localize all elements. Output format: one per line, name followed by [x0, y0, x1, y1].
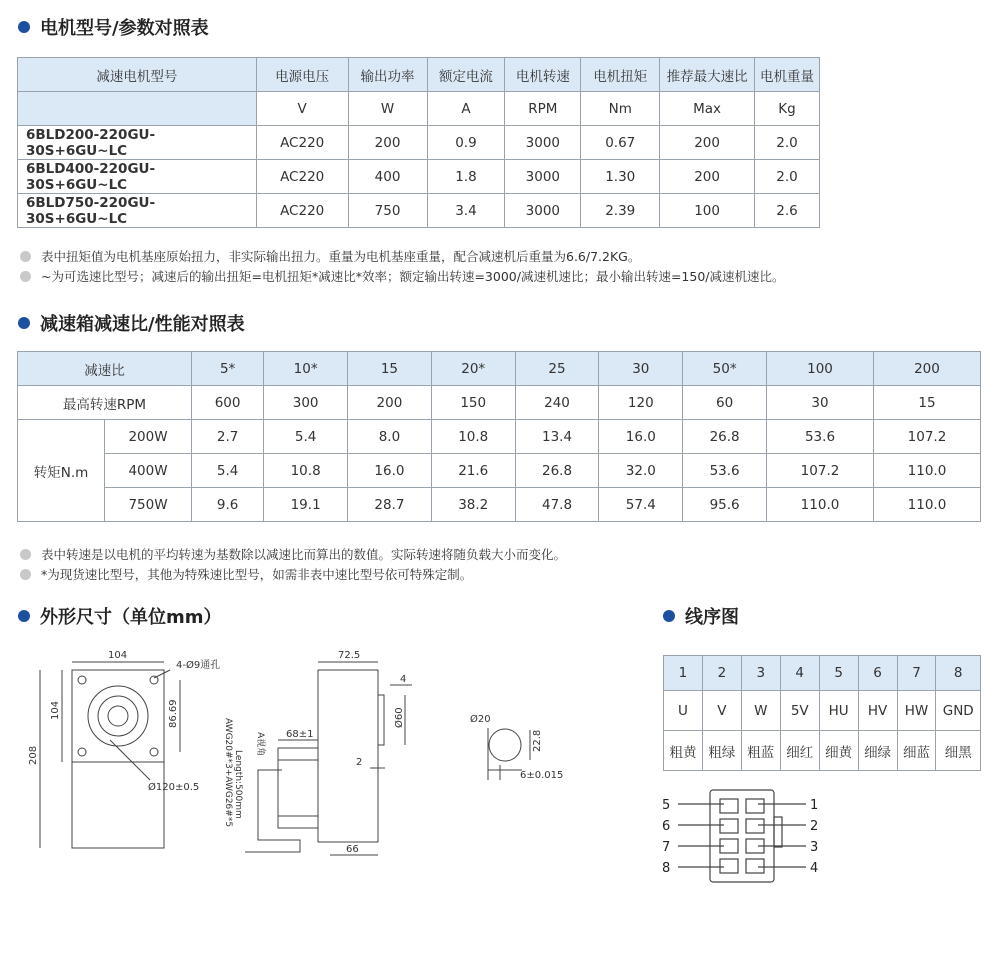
dim-label: A视角	[255, 732, 265, 757]
table-cell: 750	[348, 194, 427, 228]
table-cell: 150	[431, 386, 515, 420]
note-bullet-icon	[20, 251, 31, 262]
table-cell: 3000	[505, 160, 581, 194]
table-cell: 16.0	[599, 420, 683, 454]
dim-label: 86.69	[168, 699, 179, 728]
header-cell: 25	[515, 352, 599, 386]
dimension-drawing	[0, 640, 620, 910]
power-cell: 200W	[105, 420, 192, 454]
dim-label: Ø20	[470, 714, 491, 725]
note-bullet-icon	[20, 271, 31, 282]
mount-hole	[78, 676, 86, 684]
spec-table	[17, 57, 820, 228]
pin-cell: 3	[741, 656, 780, 691]
table-cell: 38.2	[431, 488, 515, 522]
power-cell: 400W	[105, 454, 192, 488]
header-cell: 输出功率	[348, 58, 427, 92]
dim-label: 68±1	[286, 729, 314, 740]
gearbox-front-outline	[72, 670, 164, 848]
model-cell: 6BLD750-220GU-30S+6GU~LC	[18, 194, 257, 228]
table-cell: 9.6	[192, 488, 264, 522]
table-row	[18, 420, 981, 454]
table-row	[18, 194, 820, 228]
unit-cell: V	[256, 92, 348, 126]
table-cell: 5.4	[264, 420, 348, 454]
header-cell: 电机扭矩	[581, 58, 660, 92]
mount-hole	[78, 748, 86, 756]
signal-cell: HU	[819, 691, 858, 731]
bullet-icon	[663, 610, 675, 622]
dim-label: 72.5	[338, 650, 361, 661]
spec-notes	[20, 246, 785, 286]
pin-cell: 8	[936, 656, 981, 691]
table-cell: 53.6	[683, 454, 767, 488]
section-title-dims: 外形尺寸（单位mm）	[18, 603, 222, 629]
color-cell: 细黄	[819, 731, 858, 771]
header-cell: 电源电压	[256, 58, 348, 92]
spec-header-row	[18, 58, 820, 92]
mount-hole	[150, 748, 158, 756]
table-cell: 110.0	[873, 454, 980, 488]
table-cell: 1.30	[581, 160, 660, 194]
table-cell: 1.8	[427, 160, 505, 194]
dim-label: 66	[346, 844, 359, 855]
table-cell: 30	[767, 386, 874, 420]
table-cell: 32.0	[599, 454, 683, 488]
table-cell: 200	[660, 126, 755, 160]
pin-cell: 1	[664, 656, 703, 691]
pin-label: 5	[662, 798, 671, 813]
table-cell: 2.7	[192, 420, 264, 454]
mount-hole	[150, 676, 158, 684]
power-cell: 750W	[105, 488, 192, 522]
pin-label: 2	[810, 819, 819, 834]
signal-cell: HV	[858, 691, 897, 731]
pin-cell: 5	[819, 656, 858, 691]
bullet-icon	[18, 21, 30, 33]
table-cell: 21.6	[431, 454, 515, 488]
table-cell: 53.6	[767, 420, 874, 454]
header-cell: 推荐最大速比	[660, 58, 755, 92]
table-cell: 19.1	[264, 488, 348, 522]
table-cell: 16.0	[348, 454, 432, 488]
color-cell: 细绿	[858, 731, 897, 771]
model-cell: 6BLD200-220GU-30S+6GU~LC	[18, 126, 257, 160]
color-cell: 粗蓝	[741, 731, 780, 771]
signal-cell: W	[741, 691, 780, 731]
pin-cell: 4	[780, 656, 819, 691]
note-bullet-icon	[20, 549, 31, 560]
table-cell: 2.39	[581, 194, 660, 228]
table-cell: 3000	[505, 126, 581, 160]
shaft-circle	[108, 706, 128, 726]
ratio-table	[17, 351, 981, 522]
header-cell: 额定电流	[427, 58, 505, 92]
header-cell: 减速电机型号	[18, 58, 257, 92]
table-cell: 2.6	[755, 194, 820, 228]
pin-label: 8	[662, 861, 671, 876]
dim-label: 22.8	[532, 729, 543, 752]
connector-diagram	[650, 785, 830, 890]
table-cell: 200	[348, 126, 427, 160]
header-cell: 30	[599, 352, 683, 386]
table-cell: 47.8	[515, 488, 599, 522]
dim-label: AWG20#*3+AWG26#*5	[223, 718, 233, 828]
unit-cell: Nm	[581, 92, 660, 126]
bullet-icon	[18, 317, 30, 329]
table-cell: 200	[348, 386, 432, 420]
table-cell: 100	[660, 194, 755, 228]
color-cell: 细红	[780, 731, 819, 771]
note-bullet-icon	[20, 569, 31, 580]
color-cell: 粗黄	[664, 731, 703, 771]
table-cell: AC220	[256, 126, 348, 160]
header-cell: 200	[873, 352, 980, 386]
pin-cell: 7	[897, 656, 936, 691]
pin-row	[664, 656, 981, 691]
row-label: 最高转速RPM	[18, 386, 192, 420]
table-cell: 5.4	[192, 454, 264, 488]
table-cell: 8.0	[348, 420, 432, 454]
pin-cell: 6	[858, 656, 897, 691]
table-cell: 15	[873, 386, 980, 420]
table-cell: 60	[683, 386, 767, 420]
unit-cell: A	[427, 92, 505, 126]
color-cell: 粗绿	[702, 731, 741, 771]
wiring-table	[663, 655, 981, 771]
table-cell: 107.2	[767, 454, 874, 488]
shaft-boss	[98, 696, 138, 736]
dim-label: 104	[108, 650, 128, 661]
header-cell: 20*	[431, 352, 515, 386]
header-cell-blank	[18, 92, 257, 126]
unit-cell: RPM	[505, 92, 581, 126]
pin-label: 1	[810, 798, 819, 813]
header-cell: 100	[767, 352, 874, 386]
table-cell: 3.4	[427, 194, 505, 228]
table-cell: 57.4	[599, 488, 683, 522]
table-cell: 110.0	[767, 488, 874, 522]
dim-label: Ø120±0.5	[148, 782, 200, 793]
unit-cell: Kg	[755, 92, 820, 126]
header-cell: 10*	[264, 352, 348, 386]
color-cell: 细黑	[936, 731, 981, 771]
table-cell: 120	[599, 386, 683, 420]
pin-cell: 2	[702, 656, 741, 691]
table-row	[18, 126, 820, 160]
table-row	[18, 454, 981, 488]
table-row	[18, 160, 820, 194]
header-cell: 5*	[192, 352, 264, 386]
table-cell: AC220	[256, 194, 348, 228]
header-cell: 15	[348, 352, 432, 386]
table-cell: 13.4	[515, 420, 599, 454]
model-cell: 6BLD400-220GU-30S+6GU~LC	[18, 160, 257, 194]
table-cell: 200	[660, 160, 755, 194]
table-cell: 110.0	[873, 488, 980, 522]
table-cell: 600	[192, 386, 264, 420]
dim-label: 208	[28, 745, 39, 765]
spec-unit-row	[18, 92, 820, 126]
dim-label: 4-Ø9通孔	[176, 660, 221, 671]
table-cell: 0.9	[427, 126, 505, 160]
dim-label: 6±0.015	[520, 770, 564, 781]
note-item: 表中转速是以电机的平均转速为基数除以减速比而算出的数值。实际转速将随负载大小而变化。	[20, 544, 566, 564]
table-row	[18, 488, 981, 522]
dim-label: Length:500mm	[233, 750, 243, 819]
header-cell: 电机转速	[505, 58, 581, 92]
dim-label: 2	[356, 757, 363, 768]
color-cell: 细蓝	[897, 731, 936, 771]
table-cell: 3000	[505, 194, 581, 228]
pin-label: 3	[810, 840, 819, 855]
dim-label: Ø60	[394, 707, 405, 728]
table-cell: 2.0	[755, 160, 820, 194]
pin-label: 6	[662, 819, 671, 834]
table-cell: 26.8	[683, 420, 767, 454]
pin-label: 7	[662, 840, 671, 855]
flange-circle	[88, 686, 148, 746]
note-item: *为现货速比型号，其他为特殊速比型号，如需非表中速比型号依可特殊定制。	[20, 564, 566, 584]
header-cell: 减速比	[18, 352, 192, 386]
table-cell: 95.6	[683, 488, 767, 522]
ratio-header-row	[18, 352, 981, 386]
unit-cell: Max	[660, 92, 755, 126]
table-row	[18, 386, 981, 420]
signal-cell: HW	[897, 691, 936, 731]
table-cell: 10.8	[431, 420, 515, 454]
table-cell: 10.8	[264, 454, 348, 488]
color-row	[664, 731, 981, 771]
gearbox-side-outline	[318, 670, 378, 842]
table-cell: 2.0	[755, 126, 820, 160]
section-title-wiring: 线序图	[663, 603, 739, 629]
table-cell: 26.8	[515, 454, 599, 488]
dim-label: 4	[400, 674, 407, 685]
section-title-specs: 电机型号/参数对照表	[18, 14, 209, 40]
dim-label: 104	[50, 700, 61, 720]
table-cell: 300	[264, 386, 348, 420]
note-item: 表中扭矩值为电机基座原始扭力，非实际输出扭力。重量为电机基座重量，配合减速机后重量为6.6/7.2KG。	[20, 246, 785, 266]
signal-cell: 5V	[780, 691, 819, 731]
shaft-end-circle	[489, 729, 521, 761]
table-cell: 0.67	[581, 126, 660, 160]
bullet-icon	[18, 610, 30, 622]
table-cell: 107.2	[873, 420, 980, 454]
unit-cell: W	[348, 92, 427, 126]
table-cell: AC220	[256, 160, 348, 194]
section-title-ratio: 减速箱减速比/性能对照表	[18, 310, 245, 336]
signal-cell: GND	[936, 691, 981, 731]
header-cell: 50*	[683, 352, 767, 386]
table-cell: 28.7	[348, 488, 432, 522]
table-cell: 400	[348, 160, 427, 194]
signal-row	[664, 691, 981, 731]
ratio-notes	[20, 544, 566, 584]
header-cell: 电机重量	[755, 58, 820, 92]
signal-cell: V	[702, 691, 741, 731]
pin-label: 4	[810, 861, 819, 876]
table-cell: 240	[515, 386, 599, 420]
row-label: 转矩N.m	[18, 420, 105, 522]
signal-cell: U	[664, 691, 703, 731]
note-item: ~为可选速比型号；减速后的输出扭矩=电机扭矩*减速比*效率；额定输出转速=3000/减速机速比；最小输出转速=150/减速机速比。	[20, 266, 785, 286]
